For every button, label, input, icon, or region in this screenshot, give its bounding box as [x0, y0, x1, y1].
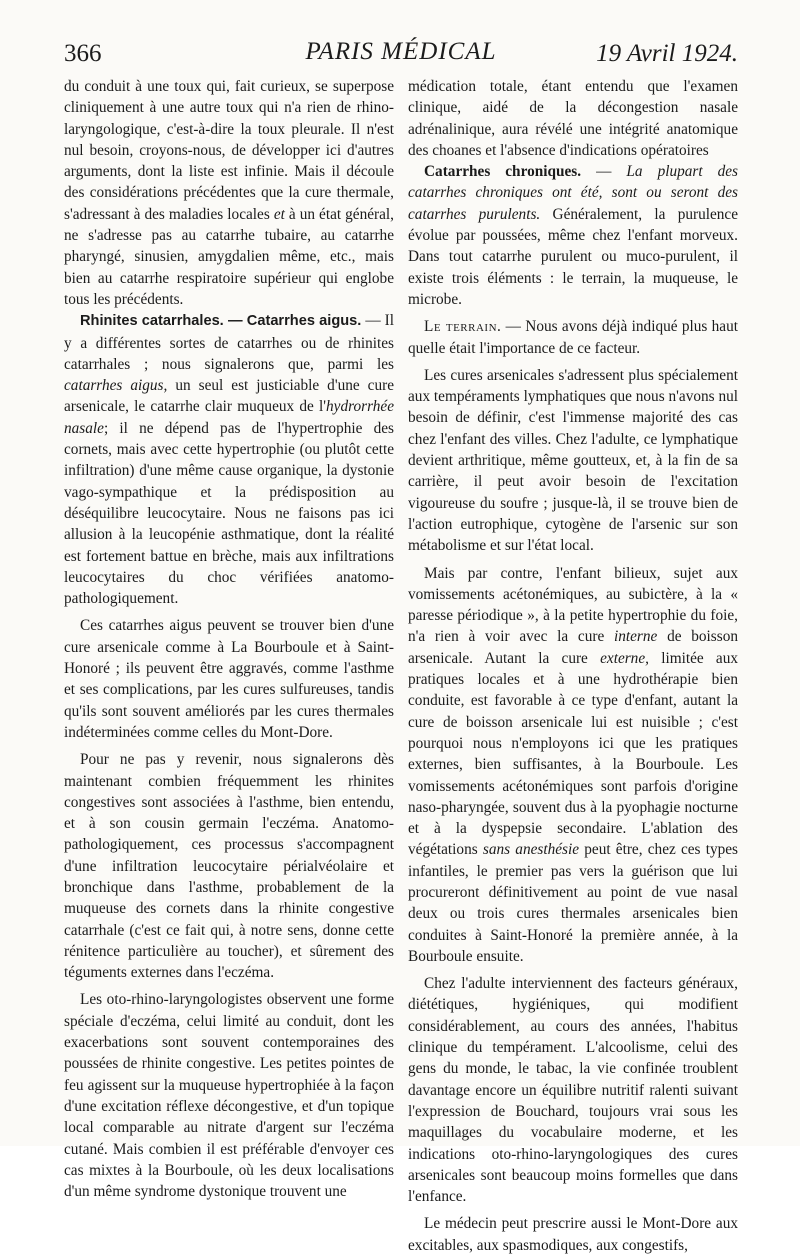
italic-text: et [273, 205, 285, 223]
left-column [64, 76, 394, 1256]
text-run: Généralement, la purulence évolue par poussées, même chez l'enfant morveux. Dans tout catarrhe purulent ou muco-purulent, il existe trois éléments : le terrain, la muqueuse, le microbe. [408, 205, 739, 308]
text-run: à un état général, ne s'adresse pas au catarrhe tubaire, au catarrhe pharyngé, sinusien, amygdalien même, etc., mais bien au catarrhe respiratoire supérieur qui englobe tous les précédents. [64, 205, 394, 308]
text-run: ; il ne dépend pas de l'hypertrophie des cornets, mais avec cette hypertrophie (ou plutôt cette infiltration) d'une même cause organique, la dystonie vago-sympathique et la prédisposition au déséquilibre leucocytaire. Nous ne faisons pas ici allusion à la leucopénie asthmatique, dont la réalité est fortement battue en brèche, mais aux infiltrations leucocytaires du choc vérifiées anatomo-pathologiquement. [64, 419, 394, 608]
italic-text: hydrorrhée nasale [64, 398, 394, 437]
italic-text: sans anesthésie [482, 841, 580, 859]
paragraph: Le médecin peut prescrire aussi le Mont-Dore aux excitables, aux spasmodiques, aux congestifs, [408, 1215, 738, 1254]
italic-text: externe, [600, 649, 649, 667]
text-run: — [596, 163, 612, 181]
paragraph [408, 563, 738, 968]
two-column-body [64, 76, 738, 1256]
text-run: du conduit à une toux qui, fait curieux, se superpose cliniquement à une autre toux qui n'a rien de rhino-laryngologique, c'est-à-dire la toux pleurale. Il n'est nul besoin, croyons-nous, de développer ici d'autres arguments, dont la liste est infinie. Mais il découle des considérations précédentes que la cure thermale, s'adressant à des maladies locales [64, 78, 394, 223]
italic-text: catarrhes aigus, [64, 377, 168, 395]
paragraph [408, 161, 738, 310]
page-number: 366 [64, 40, 102, 67]
section-heading: Catarrhes chroniques. [424, 163, 582, 181]
running-header [64, 38, 738, 72]
paragraph: Chez l'adulte interviennent des facteurs généraux, diététiques, hygiéniques, qui modifient considérablement, au cours des années, l'habitus clinique du tempérament. L'alcoolisme, celui des gens du monde, le tabac, la vie confinée troublent davantage encore un équilibre nutritif ralenti suivant l'expression de Bouchard, toujours vrai sous les maquillages du vocabulaire moderne, et les indications oto-rhino-laryngologiques des cures arsenicales sont beaucoup moins formelles que dans l'enfance. [408, 975, 738, 1206]
text-run: peut être, chez ces types infantiles, le premier pas vers la guérison que lui procureront définitivement au point de vue nasal deux ou trois cures thermales arsenicales bien conduites à Saint-Honoré la première année, à la Bourboule ensuite. [408, 841, 739, 965]
paragraph: Les oto-rhino-laryngologistes observent une forme spéciale d'eczéma, celui limité au conduit, dont les exacerbations sont souvent contemporaines des poussées de rhinite congestive. Les petites pointes de feu agissent sur la muqueuse hypertrophiée à la façon d'une excitation réflexe décongestive, et d'un topique local comparable au nitrate d'argent sur l'eczéma cutané. Mais combien il est préférable d'envoyer ces cas mixtes à la Bourboule, où les deux localisations d'un même syndrome dystonique trouvent une [64, 991, 394, 1201]
paragraph: Pour ne pas y revenir, nous signalerons dès maintenant combien fréquemment les rhinites congestives sont associées à l'asthme, bien entendu, et à son cousin germain l'eczéma. Anatomo-pathologiquement, ces processus s'accompagnent d'une infiltration leucocytaire périalvéolaire et bronchique dans l'asthme, probablement de la muqueuse des cornets dans la rhinite congestive catarrhale (c'est ce fait qui, à notre sens, donne cette rénitence particulière au toucher), et sûrement des téguments externes dans l'eczéma. [64, 751, 394, 982]
text-run: — Il y a différentes sortes de catarrhes ou de rhinites catarrhales ; nous signalerons que, parmi les [64, 312, 395, 373]
italic-text: La plupart des catarrhes chroniques ont été, sont ou seront des catarrhes purulents. [408, 163, 739, 223]
paragraph: Ces catarrhes aigus peuvent se trouver bien d'une cure arsenicale comme à La Bourboule et à Saint-Honoré ; ils peuvent être aggravés, comme l'asthme et ses complications, par les cures sulfureuses, tandis qu'ils sont souvent améliorés par les cures thermales indéterminées comme celles du Mont-Dore. [64, 617, 394, 741]
paragraph: Les cures arsenicales s'adressent plus spécialement aux tempéraments lymphatiques que nous n'avons nul besoin de définir, c'est l'immense majorité des cas chez l'enfant des villes. Chez l'adulte, ce lymphatique devient arthritique, même goutteux, et, à la fin de sa carrière, il peut avoir besoin de l'excitation vigoureuse du soufre ; jusque-là, il se trouve bien de l'action eutrophique, cytogène de l'arsenic sur son métabolisme et sur l'état local. [408, 366, 738, 555]
text-run: limitée aux pratiques locales et à une hydrothérapie bien conduite, est favorable à ce type d'enfant, autant la cure de boisson arsenicale lui est nuisible ; c'est pourquoi nous n'employons ici que les pratiques externes, bien suffisantes, à la Bourboule. Les vomissements acétonémiques sont parfois d'origine naso-pharyngée, souvent dus à la pyophagie nocturne et à la dyspepsie secondaire. L'ablation des végétations [408, 649, 739, 859]
text-run: Mais par contre, l'enfant bilieux, sujet aux vomissements acétonémiques, au subictère, à la « paresse périodique », à la petite hypertrophie du foie, n'a rien à voir avec la cure [408, 564, 738, 646]
italic-text: interne [613, 628, 658, 646]
section-heading: Rhinites catarrhales. — Catarrhes aigus. [80, 313, 362, 330]
issue-date: 19 Avril 1924. [596, 40, 738, 67]
text-run: — Nous avons déjà indiqué plus haut quelle était l'importance de ce facteur. [408, 318, 738, 357]
text-run: un seul est justiciable d'une cure arsenicale, le catarrhe clair muqueux de l' [64, 377, 395, 416]
paragraph: médication totale, étant entendu que l'examen clinique, aidé de la décongestion nasale adrénalinique, aura révélé une intégrité anatomique des choanes et l'absence d'indications opératoires [408, 78, 738, 159]
paragraph [408, 316, 738, 359]
right-column [408, 76, 738, 1256]
journal-title: PARIS MÉDICAL [305, 38, 497, 65]
paragraph [64, 310, 394, 609]
small-caps-heading: Le terrain. [424, 318, 502, 336]
paragraph [64, 76, 394, 310]
text-run: de boisson arsenicale. Autant la cure [408, 628, 739, 667]
